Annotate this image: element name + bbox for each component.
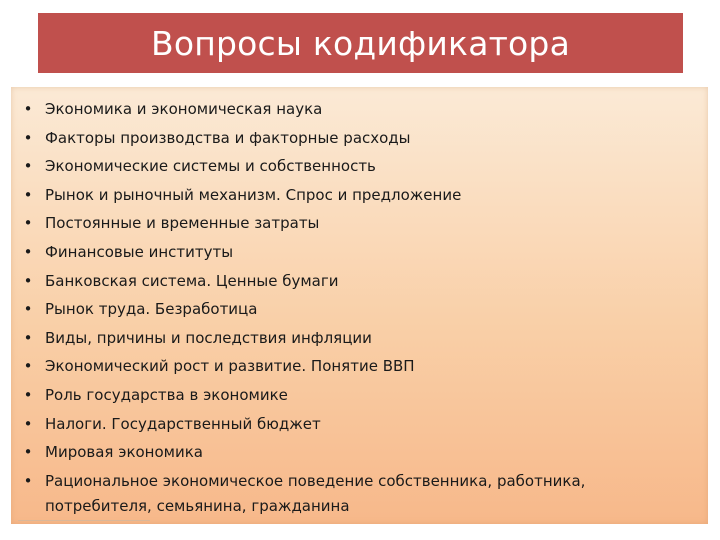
list-item-text: Виды, причины и последствия инфляции [45,328,372,347]
bullet-icon: • [23,128,33,147]
bullet-icon: • [23,471,33,490]
slide-title: Вопросы кодификатора [150,23,570,63]
list-item [11,238,708,267]
list-item-text: Рациональное экономическое поведение собственника, работника, потребителя, семьянина, гражданина [45,471,586,515]
bullet-icon: • [23,242,33,261]
list-item [11,324,708,353]
footer-divider [18,520,150,521]
content-box [11,87,708,524]
list-item [11,438,708,467]
bullet-icon: • [23,443,33,462]
bullet-icon: • [23,157,33,176]
list-item-text: Постоянные и временные затраты [45,214,320,233]
list-item [11,124,708,153]
list-item-text: Роль государства в экономике [45,385,288,404]
list-item [11,352,708,381]
list-item [11,381,708,410]
list-item-text: Рынок и рыночный механизм. Спрос и предложение [45,185,462,204]
bullet-icon: • [23,185,33,204]
bullet-icon: • [23,300,33,319]
list-item [11,295,708,324]
list-item-text: Экономический рост и развитие. Понятие ВВП [45,357,415,376]
list-item [11,209,708,238]
list-item [11,152,708,181]
list-item-text: Налоги. Государственный бюджет [45,414,321,433]
bullet-icon: • [23,414,33,433]
bullet-icon: • [23,271,33,290]
bullet-icon: • [23,328,33,347]
list-item [11,467,708,519]
list-item-text: Рынок труда. Безработица [45,300,258,319]
bullet-icon: • [23,357,33,376]
list-item-text: Экономика и экономическая наука [45,100,323,118]
bullet-icon: • [23,214,33,233]
list-item-text: Экономические системы и собственность [45,157,376,176]
list-item-text: Факторы производства и факторные расходы [45,128,411,147]
list-item-text: Финансовые институты [45,242,234,261]
title-bar [38,13,683,73]
bullet-icon: • [23,100,33,118]
bullet-icon: • [23,385,33,404]
list-item-text: Банковская система. Ценные бумаги [45,271,339,290]
list-item [11,95,708,124]
list-item [11,410,708,439]
bullet-list [11,95,708,519]
list-item [11,267,708,296]
list-item [11,181,708,210]
list-item-text: Мировая экономика [45,443,203,462]
